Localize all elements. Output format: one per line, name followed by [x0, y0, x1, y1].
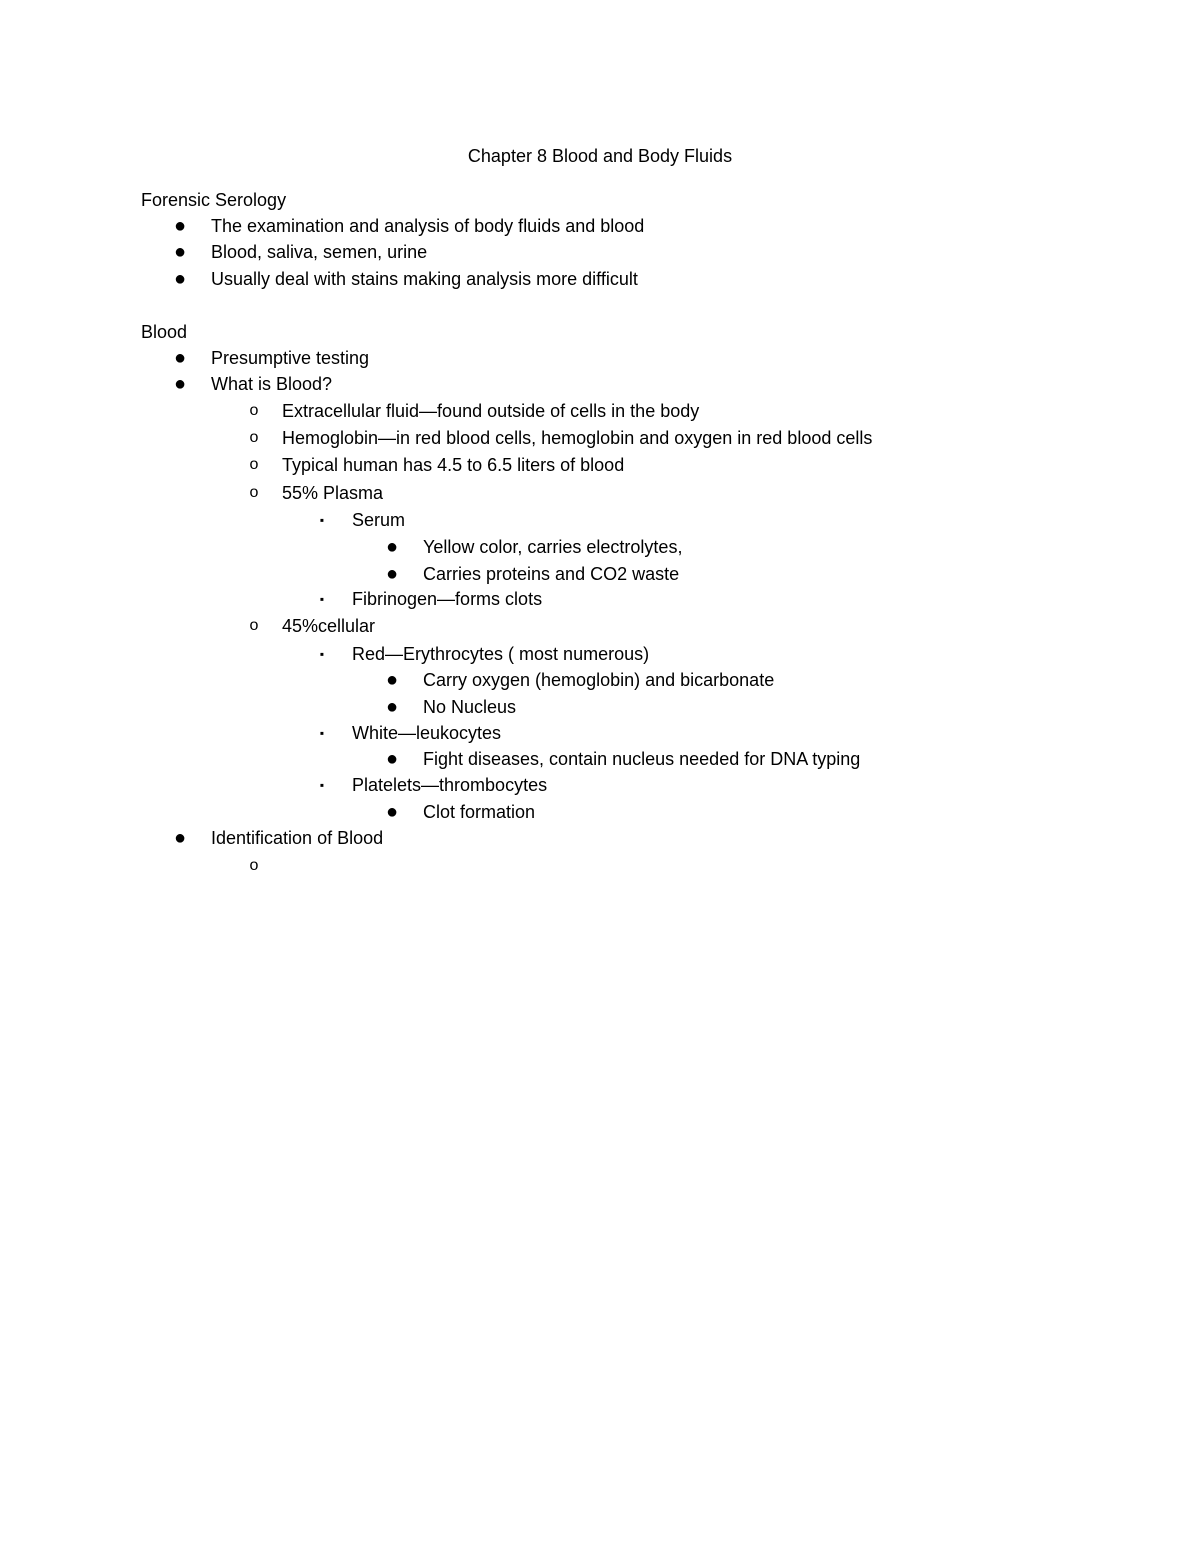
list-item: Clot formation — [423, 802, 536, 822]
list-item: Fibrinogen—forms clots — [352, 589, 543, 609]
circle-marker: o — [249, 429, 259, 446]
bullet-marker: ● — [173, 215, 187, 237]
circle-marker: o — [249, 456, 259, 473]
bullet-marker: ● — [385, 748, 399, 770]
section-heading-blood: Blood — [141, 322, 188, 342]
section-heading-forensic-serology: Forensic Serology — [141, 190, 287, 210]
circle-marker: o — [249, 857, 259, 874]
list-item: 45%cellular — [282, 616, 376, 636]
list-item: Hemoglobin—in red blood cells, hemoglobin and oxygen in red blood cells — [282, 428, 873, 448]
square-marker: ▪ — [319, 592, 325, 606]
list-item: White—leukocytes — [352, 723, 502, 743]
bullet-marker: ● — [385, 563, 399, 585]
list-item: Yellow color, carries electrolytes, — [423, 537, 683, 557]
list-item: Serum — [352, 510, 406, 530]
page-title: Chapter 8 Blood and Body Fluids — [467, 146, 733, 166]
circle-marker: o — [249, 484, 259, 501]
bullet-marker: ● — [173, 373, 187, 395]
list-item: Platelets—thrombocytes — [352, 775, 548, 795]
list-item: Carries proteins and CO2 waste — [423, 564, 680, 584]
list-item: 55% Plasma — [282, 483, 384, 503]
bullet-marker: ● — [173, 347, 187, 369]
list-item: What is Blood? — [211, 374, 333, 394]
square-marker: ▪ — [319, 647, 325, 661]
list-item: Presumptive testing — [211, 348, 370, 368]
list-item: Blood, saliva, semen, urine — [211, 242, 428, 262]
list-item: Identification of Blood — [211, 828, 384, 848]
list-item: Fight diseases, contain nucleus needed for DNA typing — [423, 749, 861, 769]
square-marker: ▪ — [319, 513, 325, 527]
circle-marker: o — [249, 402, 259, 419]
list-item: The examination and analysis of body fluids and blood — [211, 216, 645, 236]
bullet-marker: ● — [385, 669, 399, 691]
list-item: Red—Erythrocytes ( most numerous) — [352, 644, 650, 664]
list-item: No Nucleus — [423, 697, 517, 717]
list-item: Usually deal with stains making analysis more difficult — [211, 269, 638, 289]
list-item: Carry oxygen (hemoglobin) and bicarbonate — [423, 670, 775, 690]
list-item: Extracellular fluid—found outside of cells in the body — [282, 401, 700, 421]
bullet-marker: ● — [173, 268, 187, 290]
square-marker: ▪ — [319, 778, 325, 792]
list-item: Typical human has 4.5 to 6.5 liters of blood — [282, 455, 625, 475]
bullet-marker: ● — [385, 801, 399, 823]
bullet-marker: ● — [385, 536, 399, 558]
bullet-marker: ● — [173, 241, 187, 263]
bullet-marker: ● — [385, 696, 399, 718]
bullet-marker: ● — [173, 827, 187, 849]
square-marker: ▪ — [319, 726, 325, 740]
circle-marker: o — [249, 617, 259, 634]
